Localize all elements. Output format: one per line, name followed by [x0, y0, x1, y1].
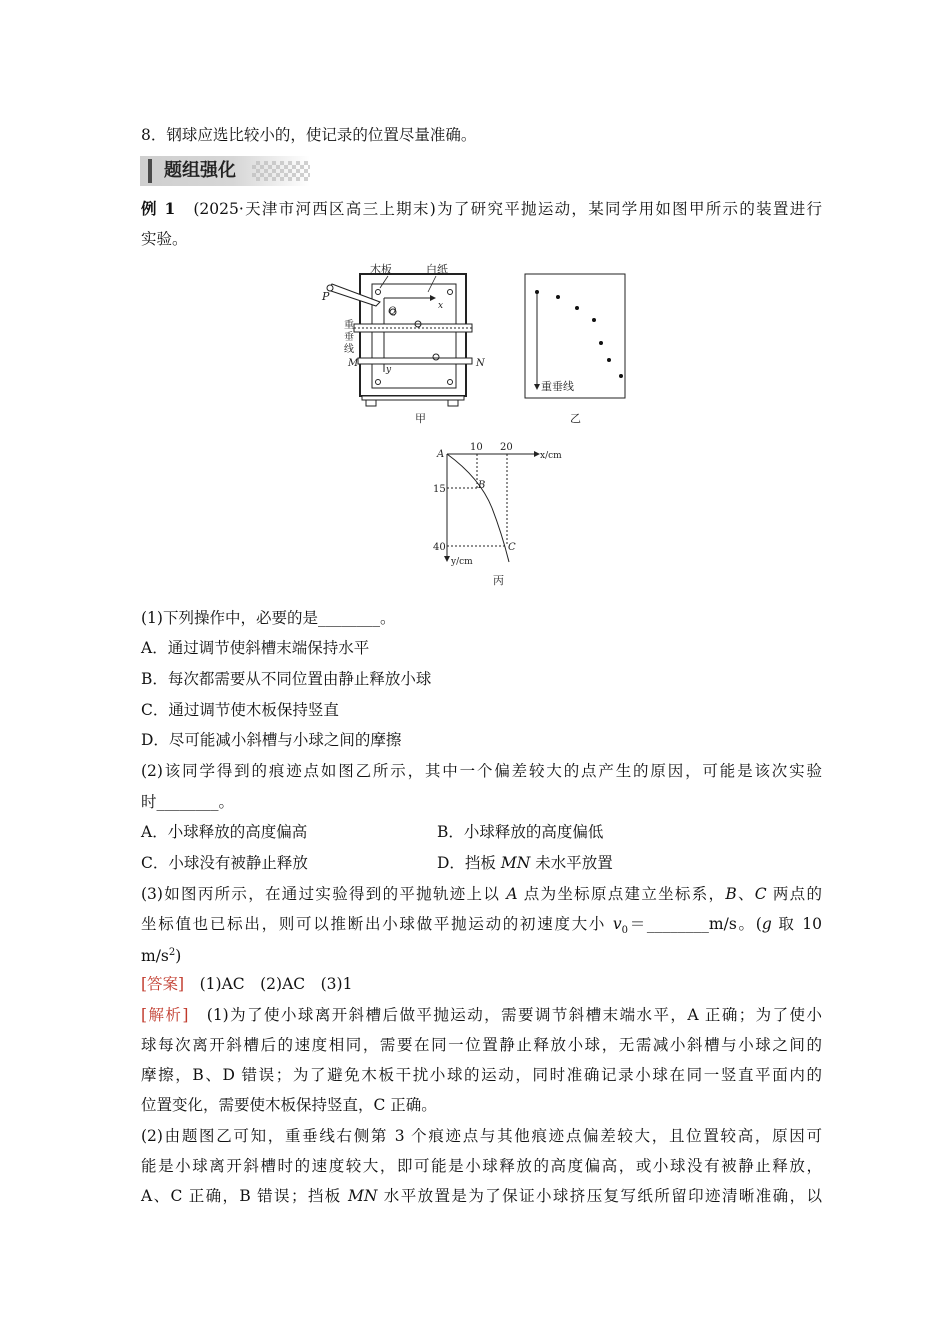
q2-option-c: C．小球没有被静止释放: [141, 854, 308, 872]
dot-3: [575, 306, 579, 310]
pin-tr: [448, 290, 453, 295]
example-line-1: [141, 198, 822, 220]
q2-stem-1: (2)该同学得到的痕迹点如图乙所示，其中一个偏差较大的点产生的原因，可能是该次实验: [141, 762, 822, 780]
label-c: C: [508, 542, 516, 553]
analysis-p2-l3: A、C 正确，B 错误；挡板 MN 水平放置是为了保证小球挤压复写纸所留印迹清晰准确，以: [141, 1187, 822, 1205]
tick-y-40: 40: [433, 542, 446, 553]
label-chui-1: 重: [344, 320, 354, 331]
tick-y-15: 15: [433, 484, 446, 495]
q2-option-d: D．挡板 MN 未水平放置: [437, 854, 613, 872]
dot-4: [592, 318, 596, 322]
pin-br: [448, 380, 453, 385]
answer-text: (1)AC (2)AC (3)1: [184, 975, 353, 993]
q1-option-b: B．每次都需要从不同位置由静止释放小球: [141, 670, 432, 688]
analysis-p2-l2: 能是小球离开斜槽时的速度较大，即可能是小球释放的高度偏高，或小球没有被静止释放，: [141, 1157, 822, 1175]
q2-stem-2: 时________。: [141, 793, 235, 811]
q3-line-3: $m/s^2$): [141, 947, 182, 966]
figure-jia: [318, 262, 498, 428]
figure-bing: [430, 438, 575, 590]
q1-stem: (1)下列操作中，必要的是________。: [141, 609, 396, 627]
label-y: y: [386, 365, 392, 375]
analysis-p1-l1: [解析] (1)为了使小球离开斜槽后做平抛运动，需要调节斜槽末端水平，A 正确；为了使小: [141, 1006, 822, 1024]
pin-tl: [376, 290, 381, 295]
dot-6: [607, 358, 611, 362]
intro-item-8: 8．钢球应选比较小的，使记录的位置尽量准确。: [141, 126, 477, 144]
answer-line: [141, 973, 822, 995]
label-a: A: [437, 449, 445, 460]
label-chui-3: 线: [344, 344, 354, 355]
q2-option-b: B．小球释放的高度偏低: [437, 823, 604, 841]
label-m: M: [348, 358, 359, 369]
banner-pattern: [252, 161, 310, 181]
base: [362, 396, 464, 400]
pin-bl: [376, 380, 381, 385]
label-n: N: [476, 358, 485, 369]
example-line-2: 实验。: [141, 230, 188, 248]
answer-label: [答案]: [141, 975, 185, 993]
tick-x-20: 20: [500, 442, 513, 453]
q1-option-c: C．通过调节使木板保持竖直: [141, 701, 339, 719]
example-text-1: (2025·天津市河西区高三上期末)为了研究平抛运动，某同学用如图甲所示的装置进行: [193, 200, 822, 218]
q3-line-1: (3)如图丙所示，在通过实验得到的平抛轨迹上以 A 点为坐标原点建立坐标系，B、C 两点的: [141, 885, 822, 903]
q2-row-1: [141, 821, 822, 843]
analysis-p1-l4: 位置变化，需要使木板保持竖直，C 正确。: [141, 1096, 437, 1114]
dot-5: [599, 341, 603, 345]
x-arrow: [430, 295, 436, 301]
label-x: x: [438, 301, 444, 311]
analysis-p1-l3: 摩擦，B、D 错误；为了避免木板干扰小球的运动，同时准确记录小球在同一竖直平面内的: [141, 1066, 822, 1084]
label-baizhi: 白纸: [426, 263, 448, 276]
q2-option-a: A．小球释放的高度偏高: [141, 823, 308, 841]
q3-line-2: 坐标值也已标出，则可以推断出小球做平抛运动的初速度大小 $v_0=\_\_\_\_\_\_\_\_m/s$。(g 取 10: [141, 915, 823, 937]
label-chui-2: 垂: [344, 332, 354, 343]
analysis-p1-l2: 球每次离开斜槽后的速度相同，需要在同一位置静止释放小球，无需减小斜槽与小球之间的: [141, 1036, 822, 1054]
label-q: Q: [388, 306, 397, 317]
paper-frame: [525, 274, 625, 398]
figure-yi: [520, 270, 630, 430]
section-banner: [140, 156, 310, 186]
example-label: 例 1: [141, 199, 176, 218]
label-chuichuixian: 重垂线: [541, 380, 574, 393]
analysis-p2-l1: (2)由题图乙可知，重垂线右侧第 3 个痕迹点与其他痕迹点偏差较大，且位置较高，原因可: [141, 1127, 822, 1145]
caption-jia: 甲: [415, 412, 426, 425]
q2-row-2: [141, 852, 822, 874]
analysis-label: [解析]: [141, 1006, 189, 1024]
label-muban: 木板: [370, 263, 392, 276]
label-x-cm: x/cm: [540, 451, 562, 461]
foot-left: [366, 400, 376, 406]
dot-7: [619, 374, 623, 378]
banner-label: 题组强化: [164, 160, 236, 181]
dot-2: [556, 295, 560, 299]
banner-bar: [148, 159, 152, 183]
tick-x-10: 10: [470, 442, 483, 453]
caption-yi: 乙: [570, 412, 581, 425]
foot-right: [448, 400, 458, 406]
white-paper: [372, 284, 456, 388]
q1-option-a: A．通过调节使斜槽末端保持水平: [141, 639, 370, 657]
baffle-mn: [358, 358, 472, 364]
label-y-cm: y/cm: [451, 557, 473, 567]
caption-bing: 丙: [493, 574, 504, 587]
q1-option-d: D．尽可能减小斜槽与小球之间的摩擦: [141, 731, 402, 749]
dot-1: [535, 290, 539, 294]
label-b: B: [478, 480, 486, 491]
label-p: P: [322, 290, 330, 303]
